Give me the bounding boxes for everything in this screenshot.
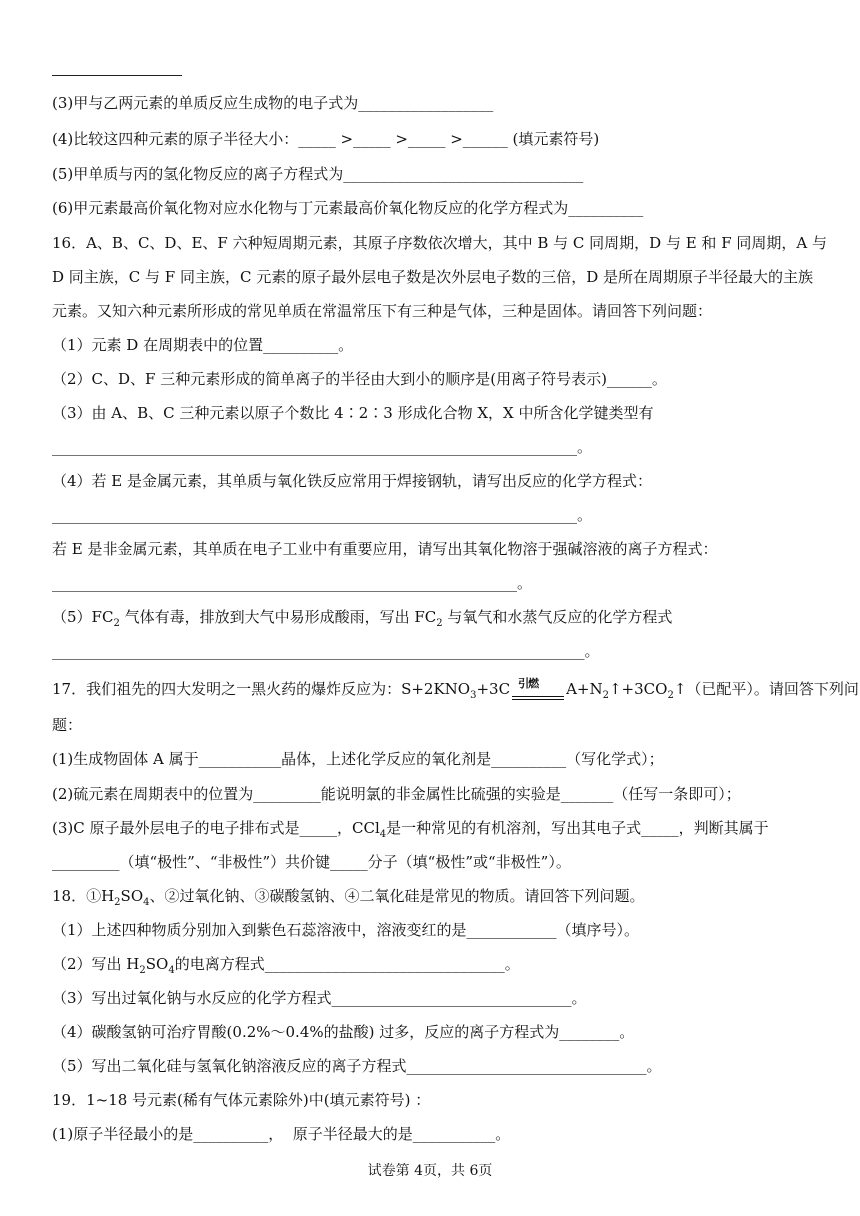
question-16-1: （1）元素 D 在周期表中的位置__________。 [52,336,354,354]
question-17-3: (3)C 原子最外层电子的电子排布式是_____，CCl$_4$是一种常见的有机溶剂，写出其电子式_____，判断其属于 [52,819,769,840]
question-16-stem-2: D 同主族，C 与 F 同主族，C 元素的原子最外层电子数是次外层电子数的三倍，D 是所在周期原子半径最大的主族 [52,268,814,286]
question-17-stem: 17．我们祖先的四大发明之一黑火药的爆炸反应为：$S+2KNO_3+3C$ 引燃 $A+N_2↑+3CO_2↑$（已配平）。请回答下列问 [52,677,859,701]
question-18-stem: 18．$①H_2SO_4$、②过氧化钠、③碳酸氢钠、④二氧化硅是常见的物质。请回答下列问题。 [52,887,645,908]
question-18-1: （1）上述四种物质分别加入到紫色石蕊溶液中，溶液变红的是____________（填序号）。 [52,921,640,939]
question-16-3-blank: ______________________________________________________________________。 [52,438,593,456]
question-16-2: （2）C、D、F 三种元素形成的简单离子的半径由大到小的顺序是(用离子符号表示)______。 [52,370,667,388]
page-footer: 试卷第 4页，共 6页 [367,1163,493,1179]
question-17-3b: _________（填“极性”、“非极性”）共价键_____分子（填“极性”或“非极性”）。 [52,853,571,871]
question-18-2: （2）写出 $H_2SO_4$的电离方程式________________________________。 [52,955,520,976]
question-18-3: （3）写出过氧化钠与水反应的化学方程式________________________________。 [52,989,587,1007]
answer-blank-line [52,75,182,76]
question-15-5: (5)甲单质与丙的氢化物反应的离子方程式为________________________________ [52,165,584,183]
question-17-2: (2)硫元素在周期表中的位置为_________能说明氯的非金属性比硫强的实验是_______（任写一条即可）； [52,785,741,803]
reaction-condition-label: 引燃 [518,677,539,690]
question-16-stem-3: 元素。又知六种元素所形成的常见单质在常温常压下有三种是气体，三种是固体。请回答下列问题： [52,302,713,320]
question-17-1: (1)生成物固体 A 属于___________晶体，上述化学反应的氧化剂是__________（写化学式）； [52,750,664,768]
question-16-4-alt-blank: ______________________________________________________________。 [52,574,533,592]
reaction-condition-arrow [510,677,566,699]
question-16-stem-1: 16．A、B、C、D、E、F 六种短周期元素，其原子序数依次增大，其中 B 与 C 同周期，D 与 E 和 F 同周期，A 与 [52,234,827,252]
question-16-5: $(5)FC_2$ 气体有毒，排放到大气中易形成酸雨，写出 $FC_2$ 与氧气和水蒸气反应的化学方程式 [52,608,673,629]
question-15-3: (3)甲与乙两元素的单质反应生成物的电子式为__________________ [52,94,494,112]
question-16-5-blank: _______________________________________________________________________。 [52,642,600,660]
question-19-1: (1)原子半径最小的是__________， 原子半径最大的是___________。 [52,1125,511,1143]
question-18-5: （5）写出二氧化硅与氢氧化钠溶液反应的离子方程式________________________________。 [52,1057,662,1075]
question-16-4-blank: ______________________________________________________________________。 [52,506,593,524]
question-19-stem: 19．1~18 号元素(稀有气体元素除外)中(填元素符号) ： [52,1091,431,1109]
question-17-stem-2: 题： [52,716,83,734]
question-15-4: (4)比较这四种元素的原子半径大小：_____ >_____ >_____ >______ (填元素符号) [52,130,600,148]
question-16-4: （4）若 E 是金属元素，其单质与氧化铁反应常用于焊接钢轨，请写出反应的化学方程式： [52,472,653,490]
question-18-4: （4）碳酸氢钠可治疗胃酸(0.2%～0.4%的盐酸) 过多，反应的离子方程式为________。 [52,1023,635,1041]
question-16-4-alt: 若 E 是非金属元素，其单质在电子工业中有重要应用，请写出其氧化物溶于强碱溶液的离子方程式： [52,540,718,558]
question-15-6: (6)甲元素最高价氧化物对应水化物与丁元素最高价氧化物反应的化学方程式为__________ [52,199,644,217]
question-16-3: （3）由 A、B、C 三种元素以原子个数比 4∶2∶3 形成化合物 X，X 中所含化学键类型有 [52,404,654,422]
